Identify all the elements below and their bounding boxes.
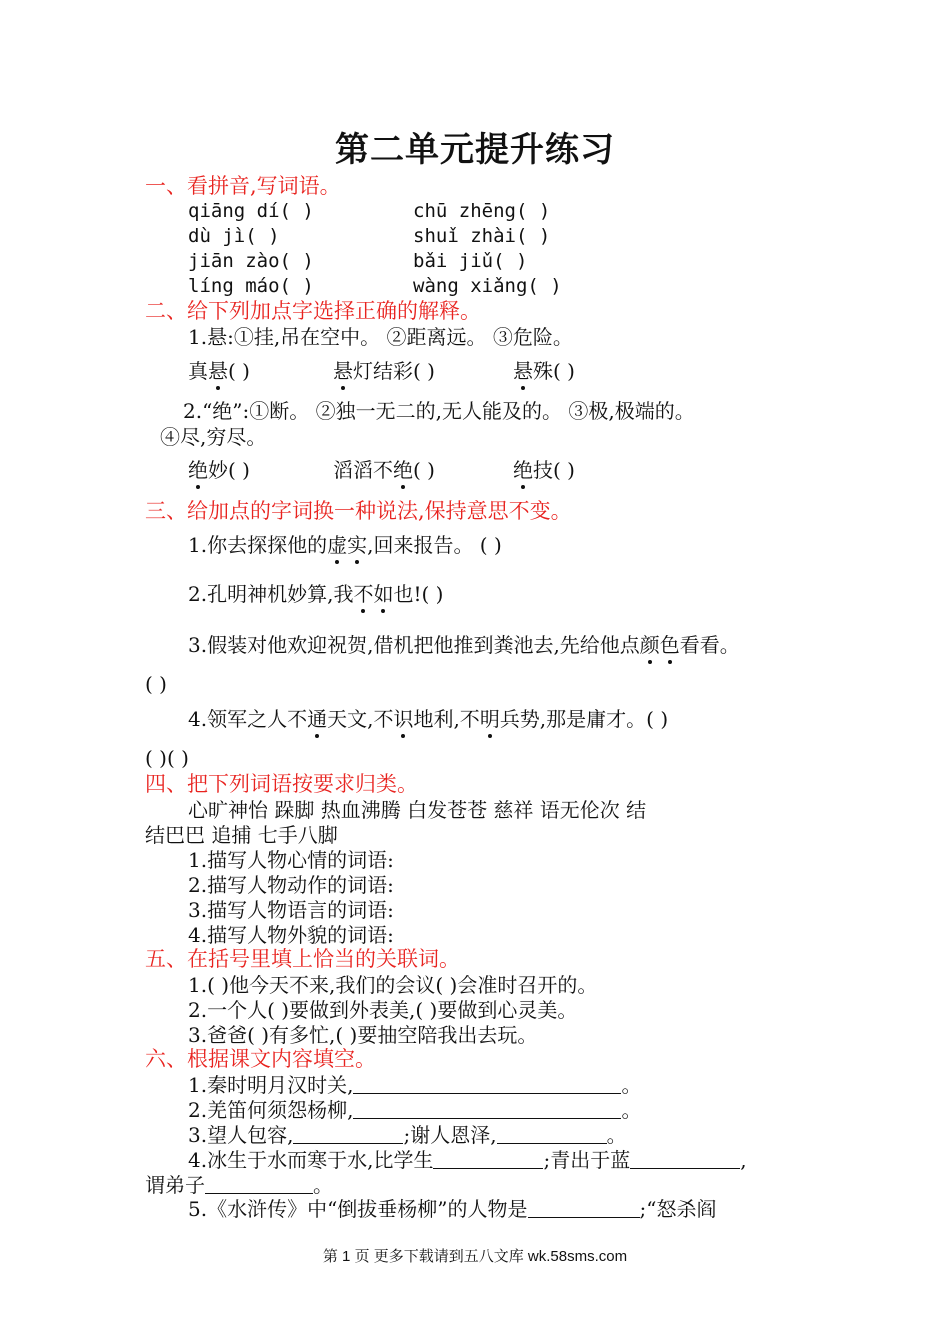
question-word: 悬殊( ) (513, 359, 575, 383)
answer-blank (528, 1197, 640, 1218)
dotted-char: 如 (373, 582, 394, 606)
question-line: 3.描写人物语言的词语: (188, 898, 394, 922)
question-definition: 2.“绝”:①断。 ②独一无二的,无人能及的。 ③极,极端的。 (183, 399, 695, 423)
pinyin-item: wàng xiǎng( ) (413, 275, 562, 297)
dotted-char: 色 (659, 633, 680, 657)
question-line: 2.孔明神机妙算,我不如也!( ) (188, 582, 444, 606)
section-2-heading: 二、给下列加点字选择正确的解释。 (145, 299, 481, 323)
pinyin-item: qiāng dí( ) (188, 200, 314, 222)
question-word: 真悬( ) (188, 359, 250, 383)
question-line: 2.一个人( )要做到外表美,( )要做到心灵美。 (188, 998, 578, 1022)
question-line-cont: 谓弟子 。 (145, 1173, 333, 1197)
pinyin-item: jiān zào( ) (188, 250, 314, 272)
question-line: 3.望人包容, ;谢人恩泽, 。 (188, 1123, 627, 1147)
dotted-char: 悬 (208, 359, 228, 383)
pinyin-item: líng máo( ) (188, 275, 314, 297)
answer-blank (293, 1123, 403, 1144)
page-title: 第二单元提升练习 (335, 130, 615, 170)
dotted-char: 绝 (393, 458, 413, 482)
dotted-char: 明 (479, 707, 500, 731)
section-1-heading: 一、看拼音,写词语。 (145, 174, 341, 198)
answer-blank (353, 1098, 621, 1119)
question-line: 2.描写人物动作的词语: (188, 873, 394, 897)
question-line: 3.爸爸( )有多忙,( )要抽空陪我出去玩。 (188, 1023, 538, 1047)
question-line: 4.领军之人不通天文,不识地利,不明兵势,那是庸才。( ) (188, 707, 669, 731)
word-bank: 结巴巴 追捕 七手八脚 (145, 823, 338, 847)
answer-paren: ( ) (145, 672, 167, 696)
dotted-char: 悬 (333, 359, 353, 383)
answer-blank (630, 1148, 740, 1169)
dotted-char: 实 (347, 533, 368, 557)
dotted-char: 颜 (639, 633, 660, 657)
dotted-char: 绝 (188, 458, 208, 482)
dotted-char: 悬 (513, 359, 533, 383)
dotted-char: 识 (393, 707, 414, 731)
answer-blank (205, 1173, 313, 1194)
answer-blank (353, 1073, 621, 1094)
answer-paren: ( )( ) (145, 746, 189, 770)
pinyin-item: bǎi jiǔ( ) (413, 250, 528, 272)
question-word: 绝妙( ) (188, 458, 250, 482)
question-line: 2.羌笛何须怨杨柳, 。 (188, 1098, 642, 1122)
dotted-char: 绝 (513, 458, 533, 482)
question-word: 绝技( ) (513, 458, 575, 482)
question-definition-cont: ④尽,穷尽。 (160, 425, 267, 449)
question-line: 1.你去探探他的虚实,回来报告。 ( ) (188, 533, 502, 557)
question-definition: 1.悬:①挂,吊在空中。 ②距离远。 ③危险。 (188, 325, 573, 349)
question-line: 1.秦时明月汉时关, 。 (188, 1073, 642, 1097)
answer-blank (433, 1148, 543, 1169)
section-4-heading: 四、把下列词语按要求归类。 (145, 772, 418, 796)
dotted-char: 虚 (327, 533, 348, 557)
question-line: 1.( )他今天不来,我们的会议( )会准时召开的。 (188, 973, 598, 997)
question-word: 悬灯结彩( ) (333, 359, 435, 383)
section-3-heading: 三、给加点的字词换一种说法,保持意思不变。 (145, 499, 572, 523)
question-word: 滔滔不绝( ) (333, 458, 435, 482)
dotted-char: 不 (353, 582, 374, 606)
question-line: 5.《水浒传》中“倒拔垂杨柳”的人物是 ;“怒杀阎 (188, 1197, 717, 1221)
page-footer: 第 1 页 更多下载请到五八文库 wk.58sms.com (322, 1248, 628, 1265)
pinyin-item: shuǐ zhài( ) (413, 225, 551, 247)
question-line: 4.描写人物外貌的词语: (188, 923, 394, 947)
pinyin-item: dù jì( ) (188, 225, 280, 247)
dotted-char: 通 (307, 707, 328, 731)
section-5-heading: 五、在括号里填上恰当的关联词。 (145, 947, 460, 971)
word-bank: 心旷神怡 跺脚 热血沸腾 白发苍苍 慈祥 语无伦次 结 (188, 798, 647, 822)
answer-blank (497, 1123, 607, 1144)
pinyin-item: chū zhēng( ) (413, 200, 551, 222)
question-line: 1.描写人物心情的词语: (188, 848, 394, 872)
question-line: 4.冰生于水而寒于水,比学生 ;青出于蓝 , (188, 1148, 747, 1172)
question-line: 3.假装对他欢迎祝贺,借机把他推到粪池去,先给他点颜色看看。 (188, 633, 740, 657)
section-6-heading: 六、根据课文内容填空。 (145, 1047, 376, 1071)
